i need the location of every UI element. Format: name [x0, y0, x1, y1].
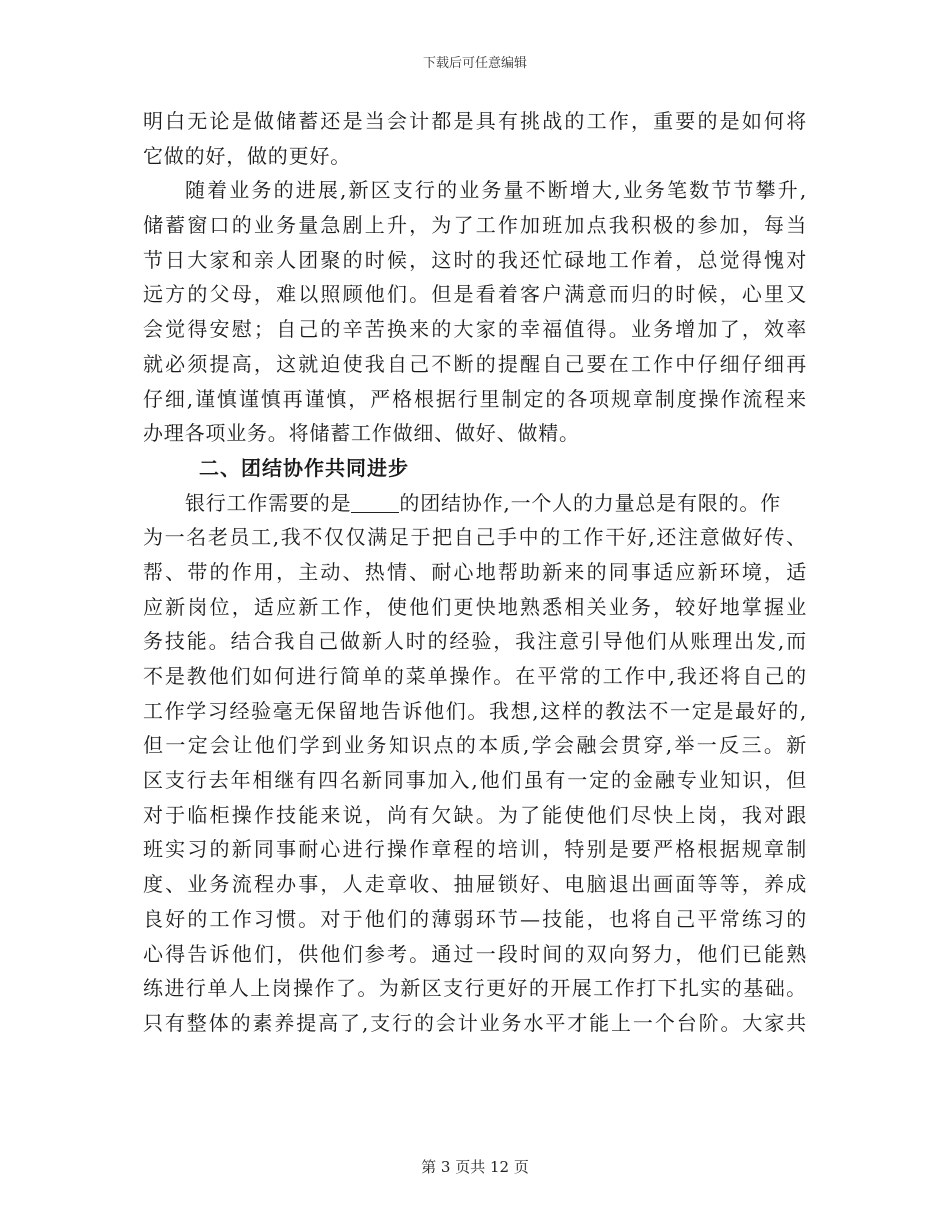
text-line: 随着业务的进展,新区支行的业务量不断增大,业务笔数节节攀升, [185, 178, 807, 203]
document-body [143, 104, 807, 1041]
text-line: 就必须提高，这就迫使我自己不断的提醒自己要在工作中仔细仔细再 [143, 351, 807, 376]
text-line: 仔细,谨慎谨慎再谨慎，严格根据行里制定的各项规章制度操作流程来 [143, 386, 807, 411]
text-line: 心得告诉他们，供他们参考。通过一段时间的双向努力，他们已能熟 [143, 941, 807, 966]
text-line: 会觉得安慰；自己的辛苦换来的大家的幸福值得。业务增加了，效率 [143, 317, 807, 342]
text-fragment: 的团结协作,一个人的力量总是有限的。作 [399, 490, 781, 515]
text-line: 储蓄窗口的业务量急剧上升，为了工作加班加点我积极的参加，每当 [143, 213, 807, 238]
text-line: 远方的父母，难以照顾他们。但是看着客户满意而归的时候，心里又 [143, 282, 807, 307]
section-heading: 二、团结协作共同进步 [199, 455, 409, 480]
text-line: 对于临柜操作技能来说，尚有欠缺。为了能使他们尽快上岗，我对跟 [143, 802, 807, 827]
text-fragment: 银行工作需要的是 [185, 490, 352, 515]
text-line: 区支行去年相继有四名新同事加入,他们虽有一定的金融专业知识，但 [143, 768, 807, 793]
text-line: 为一名老员工,我不仅仅满足于把自己手中的工作干好,还注意做好传、 [143, 525, 807, 550]
text-line: 帮、带的作用，主动、热情、耐心地帮助新来的同事适应新环境，适 [143, 559, 807, 584]
text-line: 班实习的新同事耐心进行操作章程的培训，特别是要严格根据规章制 [143, 837, 807, 862]
text-line: 它做的好，做的更好。 [143, 143, 351, 168]
page-header: 下载后可任意编辑 [422, 56, 527, 71]
text-line: 工作学习经验毫无保留地告诉他们。我想,这样的教法不一定是最好的, [143, 698, 807, 723]
text-line: 只有整体的素养提高了,支行的会计业务水平才能上一个台阶。大家共 [143, 1010, 807, 1035]
text-line: 良好的工作习惯。对于他们的薄弱环节—技能，也将自己平常练习的 [143, 906, 807, 931]
text-line: 务技能。结合我自己做新人时的经验，我注意引导他们从账理出发,而 [143, 629, 807, 654]
fill-blank [351, 492, 399, 513]
text-line: 练进行单人上岗操作了。为新区支行更好的开展工作打下扎实的基础。 [143, 976, 807, 1001]
text-line [143, 486, 807, 521]
text-line: 办理各项业务。将储蓄工作做细、做好、做精。 [143, 421, 580, 446]
text-line: 应新岗位，适应新工作，使他们更快地熟悉相关业务，较好地掌握业 [143, 594, 807, 619]
text-line: 不是教他们如何进行简单的菜单操作。在平常的工作中,我还将自己的 [143, 664, 807, 688]
text-line: 度、业务流程办事，人走章收、抽屉锁好、电脑退出画面等等，养成 [143, 872, 807, 897]
text-line: 明白无论是做储蓄还是当会计都是具有挑战的工作，重要的是如何将 [143, 109, 807, 133]
page-footer: 第 3 页共 12 页 [421, 1158, 529, 1176]
text-line: 节日大家和亲人团聚的时候，这时的我还忙碌地工作着，总觉得愧对 [143, 247, 807, 272]
text-line: 但一定会让他们学到业务知识点的本质,学会融会贯穿,举一反三。新 [143, 733, 807, 758]
